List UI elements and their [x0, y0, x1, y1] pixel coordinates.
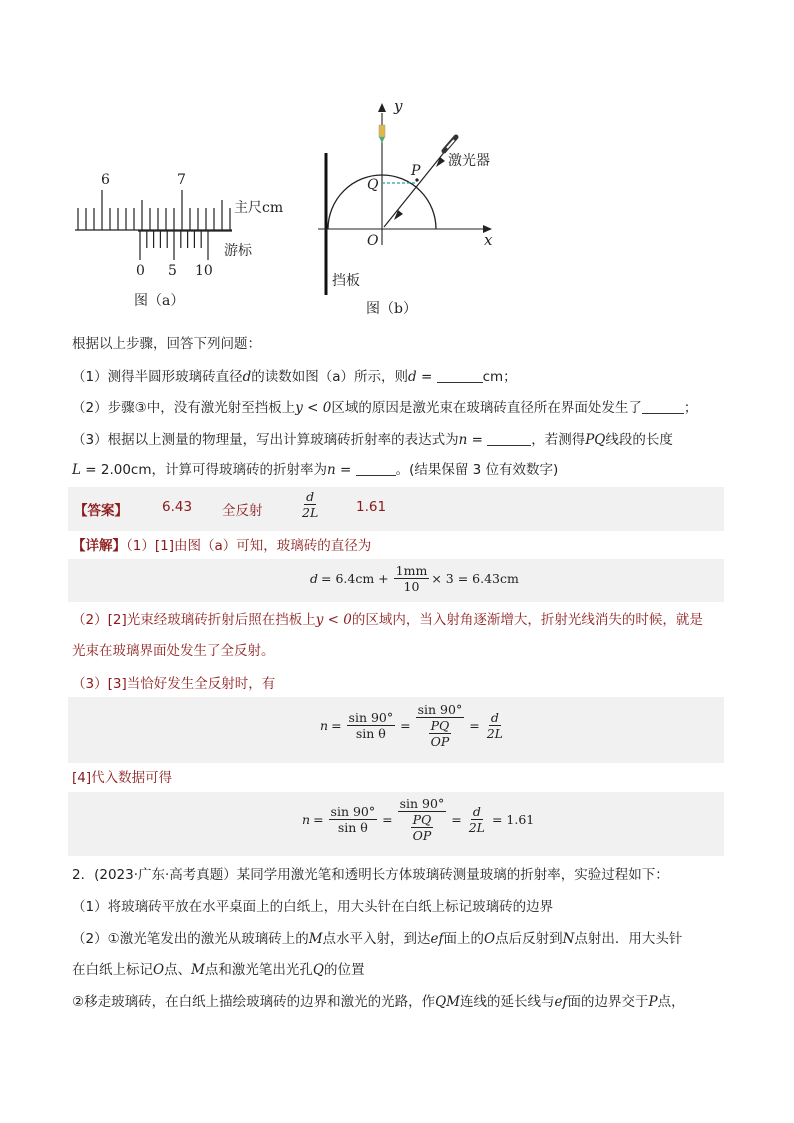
answer-2: 全反射 — [222, 503, 263, 519]
figure-b-caption: 图（b） — [366, 301, 417, 317]
pin-marker — [379, 125, 385, 137]
answer-blank-3[interactable] — [487, 431, 531, 446]
beam-arrow — [394, 210, 403, 220]
point-o-label: O — [367, 233, 379, 249]
equation-1: d = 6.4cm + $\frac{1mm}{10}$ × 3 = 6.43cm — [310, 563, 519, 594]
vernier-mark-0: 0 — [136, 263, 145, 279]
axis-y-label: y — [394, 97, 403, 115]
answer-4: 1.61 — [356, 499, 387, 515]
figure-b-laser-diagram — [300, 95, 530, 325]
question-3-line-2: L = 2.00cm，计算可得玻璃砖的折射率为n = 。(结果保留 3 位有效数字) — [72, 462, 559, 478]
detail-part-2-line-2: 光束在玻璃界面处发生了全反射。 — [72, 643, 275, 659]
y-axis-arrow — [378, 103, 386, 112]
detail-part-4: [4]代入数据可得 — [72, 770, 173, 786]
problem-2-step-2-line-2: 在白纸上标记O点、M点和激光笔出光孔Q的位置 — [72, 962, 365, 978]
detail-part-2-line-1: （2）[2]光束经玻璃砖折射后照在挡板上y < 0的区域内，当入射角逐渐增大，折射光线消失的时候，就是 — [72, 612, 703, 628]
problem-2-step-2-line-3: ②移走玻璃砖，在白纸上描绘玻璃砖的边界和激光的光路，作QM连线的延长线与ef面的边界交于P点， — [72, 994, 685, 1010]
figure-a-vernier-caliper — [70, 160, 300, 320]
laser-label: 激光器 — [448, 153, 490, 169]
vernier-mark-10: 10 — [195, 263, 213, 279]
detail-part-1: 【详解】（1）[1]由图（a）可知，玻璃砖的直径为 — [72, 538, 372, 554]
main-mark-7: 7 — [177, 172, 186, 188]
answer-blank-1[interactable] — [437, 368, 483, 383]
detail-part-3: （3）[3]当恰好发生全反射时，有 — [72, 676, 276, 692]
problem-2-step-1: （1）将玻璃砖平放在水平桌面上的白纸上，用大头针在白纸上标记玻璃砖的边界 — [72, 899, 554, 915]
vernier-ticks — [140, 231, 208, 260]
answer-1: 6.43 — [162, 499, 193, 515]
answer-blank-4[interactable] — [356, 461, 396, 476]
figure-a-caption: 图（a） — [134, 293, 185, 309]
question-2: （2）步骤③中，没有激光射至挡板上y < 0区域的原因是激光束在玻璃砖直径所在界面处发生了 ； — [72, 400, 698, 416]
point-q-label: Q — [367, 177, 379, 193]
vernier-mark-5: 5 — [168, 263, 177, 279]
question-1: （1）测得半圆形玻璃砖直径d的读数如图（a）所示，则d = cm； — [72, 369, 517, 385]
main-scale-label: 主尺cm — [234, 200, 284, 216]
vernier-label: 游标 — [224, 243, 252, 259]
point-p-label: P — [411, 163, 421, 179]
equation-3: n = $\frac{\sin 90^\circ}{\text{sin θ}}$ = $\frac{\sin 90^\circ}{\frac{PQ}{OP}}$ = $\frac{d}{2L}$ = 1.61 — [302, 796, 535, 843]
problem-2-step-2-line-1: （2）①激光笔发出的激光从玻璃砖上的M点水平入射，到达ef面上的O点后反射到N点射出．用大头针 — [72, 931, 683, 947]
axis-x-label: x — [484, 231, 493, 249]
main-scale-ticks — [78, 190, 230, 230]
baffle-label: 挡板 — [332, 273, 360, 289]
answer-3-fraction: $\frac{d}{2L}$ — [302, 489, 319, 520]
answer-label: 【答案】 — [74, 503, 128, 519]
problem-2-title: 2．(2023·广东·高考真题）某同学用激光笔和透明长方体玻璃砖测量玻璃的折射率，实验过程如下： — [72, 867, 669, 883]
question-3-line-1: （3）根据以上测量的物理量，写出计算玻璃砖折射率的表达式为n = ，若测得PQ线段的长度 — [72, 432, 673, 448]
equation-2: n = $\frac{\sin 90^\circ}{\text{sin θ}}$ = $\frac{\sin 90^\circ}{\frac{PQ}{OP}}$ = $\frac{d}{2L}$ — [320, 702, 503, 749]
intro-line: 根据以上步骤，回答下列问题： — [72, 336, 261, 352]
answer-blank-2[interactable] — [642, 399, 684, 414]
main-mark-6: 6 — [101, 172, 110, 188]
